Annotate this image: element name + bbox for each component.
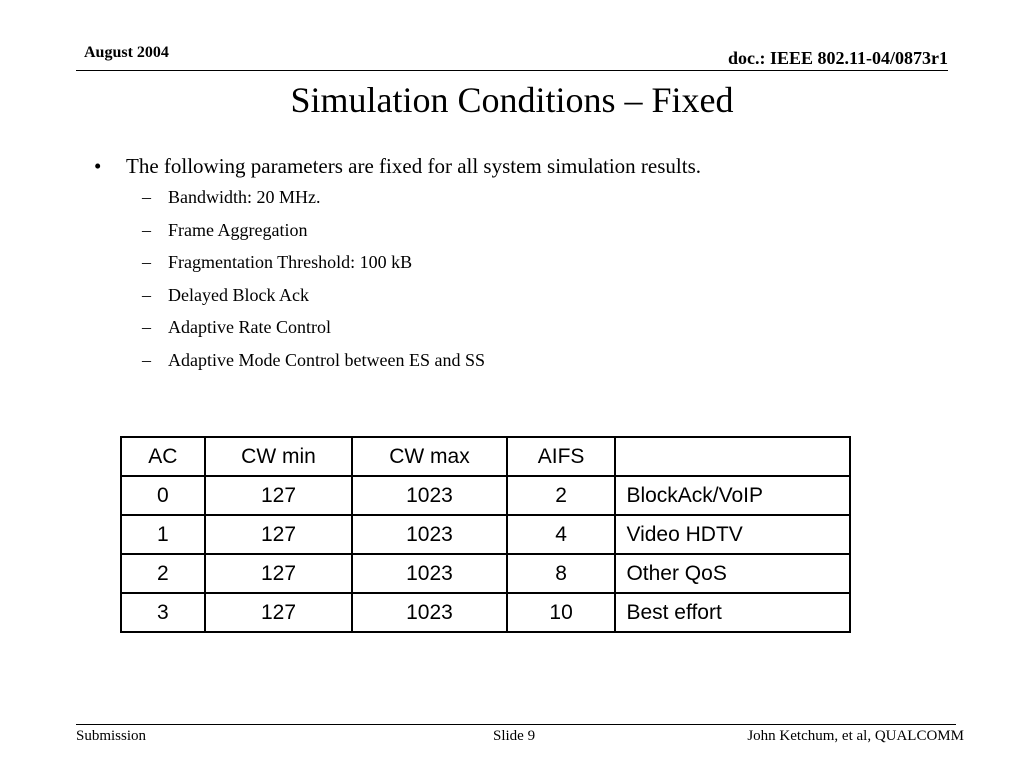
- table-cell: 127: [205, 476, 352, 515]
- footer-slide-number: Slide 9: [493, 728, 536, 744]
- table-cell: BlockAck/VoIP: [615, 476, 850, 515]
- table-row: [121, 554, 850, 593]
- table-cell: 127: [205, 515, 352, 554]
- dash-marker: –: [142, 187, 151, 207]
- sub-bullet-list: [142, 186, 954, 382]
- sub-bullet-text: Delayed Block Ack: [168, 284, 309, 305]
- bullet-list: [94, 152, 954, 382]
- table-cell: 0: [121, 476, 205, 515]
- table-header-cell: AIFS: [507, 437, 616, 476]
- table-cell: 8: [507, 554, 616, 593]
- table-cell: 1: [121, 515, 205, 554]
- parameters-table: [120, 436, 851, 633]
- table-header-cell: CW max: [352, 437, 506, 476]
- table-cell: 4: [507, 515, 616, 554]
- sub-bullet-text: Adaptive Mode Control between ES and SS: [168, 349, 485, 370]
- sub-bullet: [142, 316, 954, 349]
- dash-marker: –: [142, 252, 151, 273]
- table-cell: 1023: [352, 476, 506, 515]
- sub-bullet: [142, 284, 954, 317]
- table-cell: 127: [205, 593, 352, 632]
- table-cell: 1023: [352, 515, 506, 554]
- header-doc-id: doc.: IEEE 802.11-04/0873r1: [727, 48, 948, 68]
- sub-bullet-text: Frame Aggregation: [168, 219, 308, 240]
- sub-bullet-text: Bandwidth: 20 MHz.: [168, 187, 321, 207]
- table-cell: Video HDTV: [615, 515, 850, 554]
- table-cell: 2: [507, 476, 616, 515]
- sub-bullet: [142, 349, 954, 382]
- table-row: [121, 593, 850, 632]
- sub-bullet: [142, 219, 954, 252]
- table-cell: 1023: [352, 554, 506, 593]
- dash-marker: –: [142, 317, 151, 338]
- footer-rule: [76, 724, 956, 725]
- table-header-cell: AC: [121, 437, 205, 476]
- sub-bullet: [142, 186, 954, 219]
- sub-bullet-text: Adaptive Rate Control: [168, 317, 331, 338]
- dash-marker: –: [142, 219, 151, 240]
- table-row: [121, 515, 850, 554]
- table-cell: 1023: [352, 593, 506, 632]
- table-cell: Best effort: [615, 593, 850, 632]
- main-bullet: [94, 152, 954, 180]
- table-header-cell: CW min: [205, 437, 352, 476]
- table-header-row: [121, 437, 850, 476]
- table-cell: 127: [205, 554, 352, 593]
- bullet-marker: •: [94, 154, 102, 178]
- slide-title: Simulation Conditions – Fixed: [290, 80, 734, 120]
- sub-bullet: [142, 251, 954, 284]
- table-row: [121, 476, 850, 515]
- footer-author: John Ketchum, et al, QUALCOMM: [747, 728, 964, 744]
- table-cell: 2: [121, 554, 205, 593]
- dash-marker: –: [142, 284, 151, 305]
- table-cell: 10: [507, 593, 616, 632]
- dash-marker: –: [142, 349, 151, 370]
- table-cell: 3: [121, 593, 205, 632]
- table-header-cell: [615, 437, 850, 476]
- header-rule: [76, 70, 948, 71]
- main-bullet-text: The following parameters are fixed for all system simulation results.: [126, 154, 702, 178]
- sub-bullet-text: Fragmentation Threshold: 100 kB: [168, 252, 413, 273]
- header-date: August 2004: [84, 44, 169, 61]
- table-cell: Other QoS: [615, 554, 850, 593]
- footer-submission: Submission: [76, 728, 147, 744]
